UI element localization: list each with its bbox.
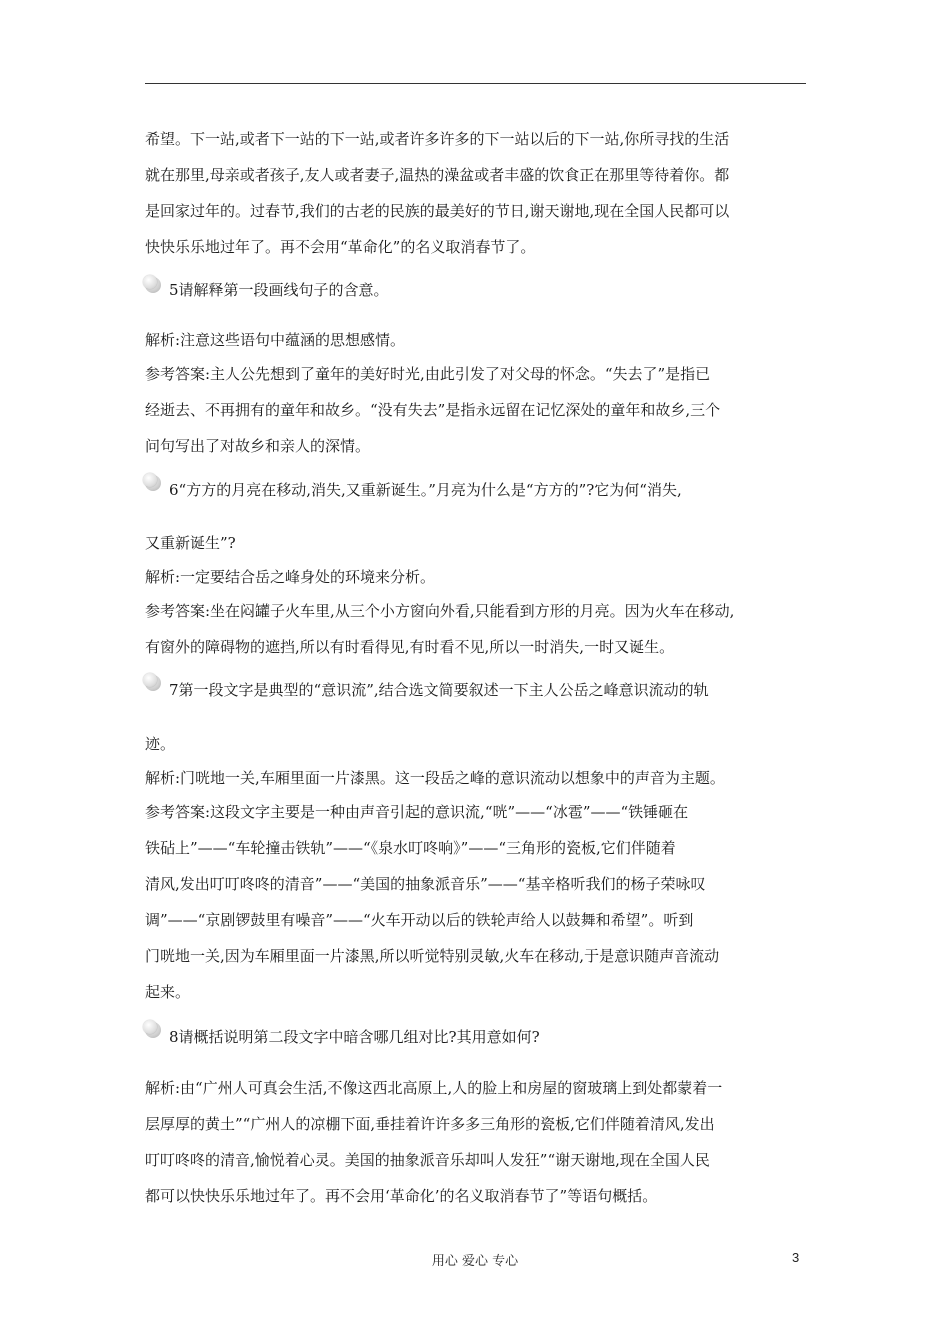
answer-5-line: 问句写出了对故乡和亲人的深情。 — [145, 437, 371, 455]
header-rule — [145, 83, 806, 84]
answer-7-line: 参考答案:这段文字主要是一种由声音引起的意识流,“咣”——“冰雹”——“铁锤砸在 — [145, 803, 689, 821]
passage-line: 是回家过年的。过春节,我们的古老的民族的最美好的节日,谢天谢地,现在全国人民都可以 — [145, 202, 730, 220]
answer-7-line: 起来。 — [145, 983, 191, 1001]
analysis-8-line: 叮叮咚咚的清音,愉悦着心灵。美国的抽象派音乐却叫人发狂”“谢天谢地,现在全国人民 — [145, 1151, 710, 1169]
question-6: 6“方方的月亮在移动,消失,又重新诞生。”月亮为什么是“方方的”?它为何“消失, — [169, 481, 682, 499]
answer-7-line: 门咣地一关,因为车厢里面一片漆黑,所以听觉特别灵敏,火车在移动,于是意识随声音流动 — [145, 947, 720, 965]
question-7: 7第一段文字是典型的“意识流”,结合选文简要叙述一下主人公岳之峰意识流动的轨 — [169, 681, 709, 699]
analysis-8-line: 解析:由“广州人可真会生活,不像这西北高原上,人的脸上和房屋的窗玻璃上到处都蒙着一 — [145, 1079, 723, 1097]
question-bullet-icon — [143, 1020, 165, 1040]
answer-6-line: 参考答案:坐在闷罐子火车里,从三个小方窗向外看,只能看到方形的月亮。因为火车在移动, — [145, 602, 735, 620]
question-bullet-icon — [143, 275, 165, 295]
question-bullet-icon — [143, 473, 165, 493]
question-7-cont: 迹。 — [145, 735, 176, 753]
question-6-cont: 又重新诞生”? — [145, 534, 236, 552]
analysis-8-line: 层厚厚的黄土”“广州人的凉棚下面,垂挂着许许多多三角形的瓷板,它们伴随着清风,发出 — [145, 1115, 715, 1133]
analysis-5: 解析:注意这些语句中蕴涵的思想感情。 — [145, 331, 406, 349]
passage-line: 就在那里,母亲或者孩子,友人或者妻子,温热的澡盆或者丰盛的饮食正在那里等待着你。都 — [145, 166, 730, 184]
answer-5-line: 经逝去、不再拥有的童年和故乡。“没有失去”是指永远留在记忆深处的童年和故乡,三个 — [145, 401, 721, 419]
page-number: 3 — [792, 1250, 800, 1265]
passage-line: 希望。下一站,或者下一站的下一站,或者许多许多的下一站以后的下一站,你所寻找的生活 — [145, 130, 730, 148]
analysis-6: 解析:一定要结合岳之峰身处的环境来分析。 — [145, 568, 436, 586]
answer-5-line: 参考答案:主人公先想到了童年的美好时光,由此引发了对父母的怀念。“失去了”是指已 — [145, 365, 711, 383]
passage-line: 快快乐乐地过年了。再不会用“革命化”的名义取消春节了。 — [145, 238, 536, 256]
analysis-8-line: 都可以快快乐乐地过年了。再不会用‘革命化’的名义取消春节了”等语句概括。 — [145, 1187, 658, 1205]
question-5: 5请解释第一段画线句子的含意。 — [169, 281, 389, 299]
question-bullet-icon — [143, 673, 165, 693]
analysis-7: 解析:门咣地一关,车厢里面一片漆黑。这一段岳之峰的意识流动以想象中的声音为主题。 — [145, 769, 725, 787]
answer-6-line: 有窗外的障碍物的遮挡,所以有时看得见,有时看不见,所以一时消失,一时又诞生。 — [145, 638, 675, 656]
answer-7-line: 铁砧上”——“车轮撞击铁轨”——“《泉水叮咚响》”——“三角形的瓷板,它们伴随着 — [145, 839, 676, 857]
answer-7-line: 调”——“京剧锣鼓里有噪音”——“火车开动以后的铁轮声给人以鼓舞和希望”。听到 — [145, 911, 694, 929]
answer-7-line: 清风,发出叮叮咚咚的清音”——“美国的抽象派音乐”——“基辛格听我们的杨子荣咏叹 — [145, 875, 706, 893]
question-8: 8请概括说明第二段文字中暗含哪几组对比?其用意如何? — [169, 1028, 540, 1046]
footer-slogan: 用心 爱心 专心 — [431, 1254, 519, 1269]
